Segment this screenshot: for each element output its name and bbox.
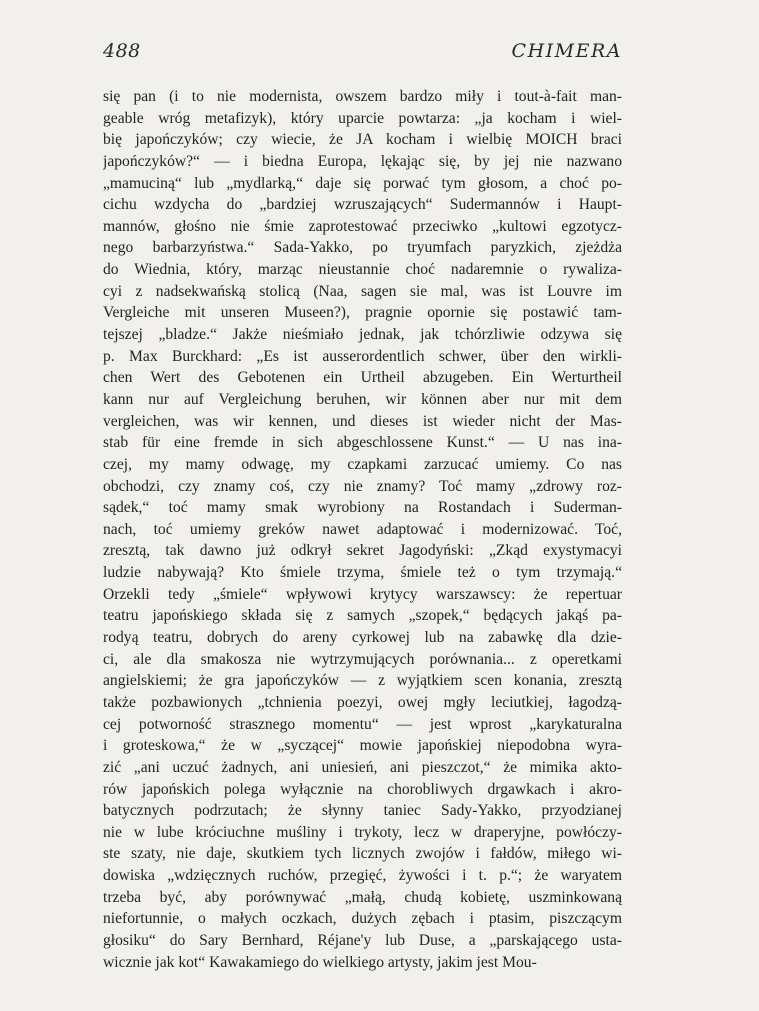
text-line: geable wróg metafizyk), który uparcie powtarza: „ja kocham i wiel-	[103, 109, 622, 127]
text-line: niefortunnie, o małych oczkach, dużych zębach i ptasim, piszczącym	[103, 910, 622, 928]
text-line: ludzie nabywają? Kto śmiele trzyma, śmiele też o tym trzymają.“	[103, 564, 622, 582]
text-line: vergleichen, was wir kennen, und dieses ist wieder nicht der Mas-	[103, 412, 622, 430]
text-line: obchodzi, czy znamy coś, czy nie znamy? Toć mamy „zdrowy roz-	[103, 477, 622, 495]
text-line: cichu wzdycha do „bardziej wzruszających“ Sudermannów i Haupt-	[103, 196, 622, 214]
text-line: nego barbarzyństwa.“ Sada-Yakko, po tryumfach paryzkich, zjeżdża	[103, 239, 622, 257]
text-line: Orzekli tedy „śmiele“ wpływowi krytycy warszawscy: że repertuar	[103, 585, 622, 603]
text-line: czej, my mamy odwagę, my czapkami zarzucać umiemy. Co nas	[103, 455, 622, 473]
text-line: ci, ale dla smakosza nie wytrzymujących porównania... z operetkami	[103, 650, 622, 668]
text-line: i groteskowa,“ że w „syczącej“ mowie japońskiej niepodobna wyra-	[103, 737, 622, 755]
text-line: zresztą, tak dawno już odkrył sekret Jagodyński: „Zkąd exystymacyi	[103, 542, 622, 560]
text-line: teatru japońskiego składa się z samych „szopek,“ będących jakąś pa-	[103, 607, 622, 625]
text-line: tejszej „bladze.“ Jakże nieśmiało jednak, jak tchórzliwie odzywa się	[103, 326, 622, 344]
text-line: bię japończyków; czy wiecie, że JA kocham i wielbię MOICH braci	[103, 131, 622, 149]
text-line: mannów, głośno nie śmie zaprotestować przeciwko „kultowi egzotycz-	[103, 217, 622, 235]
text-line: do Wiednia, który, marząc nieustannie choć nadaremnie o rywaliza-	[103, 261, 622, 279]
text-line: trzeba być, aby porównywać „małą, chudą kobietę, uszminkowaną	[103, 888, 622, 906]
text-line: chen Wert des Gebotenen ein Urtheil abzugeben. Ein Werturtheil	[103, 369, 622, 387]
text-line: zić „ani uczuć żadnych, ani uniesień, ani pieszczot,“ że mimika akto-	[103, 758, 622, 776]
text-line: cej potworność strasznego momentu“ — jest wprost „karykaturalna	[103, 715, 622, 733]
text-line: cyi z nadsekwańską stolicą (Naa, sagen sie mal, was ist Louvre im	[103, 282, 622, 300]
text-line: sądek,“ toć mamy smak wyrobiony na Rostandach i Suderman-	[103, 499, 622, 517]
text-line: ste szaty, nie daje, skutkiem tych licznych zwojów i fałdów, miłego wi-	[103, 845, 622, 863]
text-line: także pozbawionych „tchnienia poezyi, owej mgły leciutkiej, łagodzą-	[103, 693, 622, 711]
text-line: Vergleiche mit unseren Museen?), pragnie opornie się postawić tam-	[103, 304, 622, 322]
text-line: dowiska „wdzięcznych ruchów, przegięć, żywości i t. p.“; że waryatem	[103, 867, 622, 885]
page-number: 488	[103, 40, 141, 62]
text-line: p. Max Burckhard: „Es ist ausserordentlich schwer, über den wirkli-	[103, 347, 622, 365]
journal-title: CHIMERA	[511, 40, 622, 62]
text-line: japończyków?“ — i biedna Europa, lękając się, by jej nie nazwano	[103, 152, 622, 170]
running-head	[103, 40, 622, 70]
text-line: nach, toć umiemy greków nawet adaptować i modernizować. Toć,	[103, 520, 622, 538]
text-line: kann nur auf Vergleichung beruhen, wir können aber nur mit dem	[103, 390, 622, 408]
text-line: stab für eine fremde in sich abgeschlossene Kunst.“ — U nas ina-	[103, 434, 622, 452]
text-line: angielskiemi; że gra japończyków — z wyjątkiem scen konania, zresztą	[103, 672, 622, 690]
text-line: nie w lube króciuchne muśliny i trykoty, lecz w draperyjne, powłóczy-	[103, 823, 622, 841]
text-line: głosiku“ do Sary Bernhard, Réjane'y lub Duse, a „parskającego usta-	[103, 931, 622, 949]
text-line: wicznie jak kot“ Kawakamiego do wielkiego artysty, jakim jest Mou-	[103, 953, 537, 971]
text-line: się pan (i to nie modernista, owszem bardzo miły i tout-à-fait man-	[103, 88, 622, 105]
text-line: rodyą teatru, dobrych do areny cyrkowej lub na zabawkę dla dzie-	[103, 629, 622, 647]
text-line: batycznych podrzutach; że słynny taniec Sady-Yakko, przyodzianej	[103, 802, 622, 820]
text-line: „mamuciną“ lub „mydlarką,“ daje się porwać tym głosom, a choć po-	[103, 174, 622, 192]
text-line: rów japońskich polega wyłącznie na chorobliwych drgawkach i akro-	[103, 780, 622, 798]
body-text	[103, 86, 622, 973]
